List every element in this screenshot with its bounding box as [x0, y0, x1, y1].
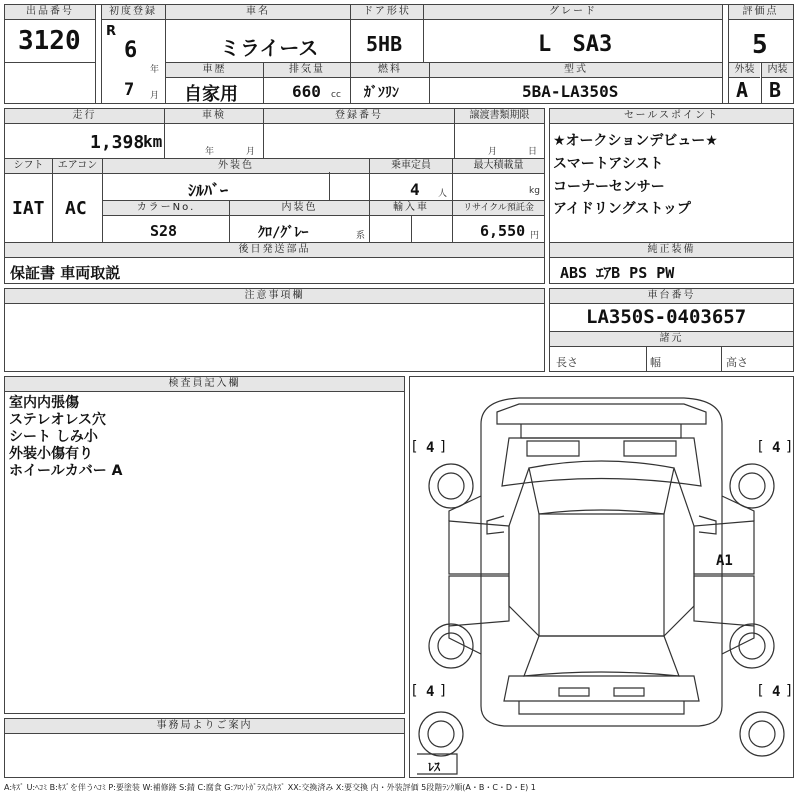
score-value: 5: [752, 30, 768, 60]
damage-mark: A1: [716, 553, 733, 569]
height-label: 高さ: [726, 356, 748, 369]
mileage-value: 1,398: [90, 132, 145, 153]
inspection-label: 車検: [165, 109, 263, 124]
grade-value: L SA3: [538, 32, 613, 57]
insp-year-unit: 年: [205, 147, 215, 157]
color-label: 外装色: [103, 159, 369, 174]
int-grade: B: [769, 78, 782, 102]
selling-item: スマートアシスト: [553, 156, 664, 172]
bracket-right: ]: [786, 439, 792, 455]
tread-front-left: 4: [426, 440, 435, 456]
regno-label: 登録番号: [264, 109, 454, 124]
doc-month-unit: 月: [488, 147, 498, 157]
car-name: ミライース: [220, 36, 319, 60]
colorno-label: カラーNo.: [103, 201, 229, 216]
color-value: ｼﾙﾊﾞｰ: [188, 181, 229, 200]
inspector-note: ステレオレス穴: [9, 412, 107, 428]
capacity-label: 乗車定員: [370, 159, 452, 174]
inspector-note: 外装小傷有り: [9, 446, 93, 462]
inspector-label: 検査員記入欄: [5, 377, 404, 392]
recycle-value: 6,550: [480, 222, 526, 240]
door-label: ドア形状: [351, 5, 423, 20]
int-label: 内装: [762, 63, 793, 78]
interior-label: 内装色: [230, 201, 369, 216]
year-unit: 年: [150, 65, 160, 75]
bracket-right: ]: [786, 683, 792, 699]
interior-value: ｸﾛ/ｸﾞﾚｰ: [258, 225, 309, 241]
inspector-note: シート しみ小: [9, 429, 98, 445]
chassis-label: 車台番号: [550, 289, 793, 304]
tread-rear-left: 4: [426, 684, 435, 700]
history-label: 車歴: [166, 63, 263, 78]
kei-unit: 系: [356, 231, 366, 241]
length-label: 長さ: [556, 356, 578, 369]
ext-label: 外装: [729, 63, 760, 78]
displacement-label: 排気量: [264, 63, 350, 78]
kg-unit: kg: [529, 186, 540, 196]
caution-label: 注意事項欄: [5, 289, 544, 304]
shift-value: IAT: [12, 198, 45, 219]
month-unit: 月: [150, 91, 160, 101]
equipment-value: ABS ｴｱB PS PW: [560, 264, 675, 282]
capacity-value: 4: [410, 180, 420, 199]
reg-month: 7: [124, 80, 135, 100]
fuel-label: 燃料: [351, 63, 429, 78]
legend-text: A:ｷｽﾞ U:ﾍｺﾐ B:ｷｽﾞを伴うﾍｺﾐ P:要塗装 W:補修跡 S:錆 C:腐食 G:ﾌﾛﾝﾄｶﾞﾗｽ点ｷｽﾞ XX:交換済み X:要交換 内・外装評価 5段階ﾗﾝｸ順(A・B・C・D・E) 1: [4, 783, 536, 792]
inspector-note: 室内内張傷: [9, 395, 79, 411]
car-diagram-outline: [409, 376, 794, 778]
grade-label: グレード: [424, 5, 722, 20]
displacement-value: 660: [292, 82, 321, 101]
name-label: 車名: [166, 5, 350, 20]
chassis-value: LA350S-0403657: [586, 306, 747, 328]
shift-label: シフト: [5, 159, 52, 174]
selling-label: セールスポイント: [550, 109, 793, 124]
fuel-value: ｶﾞｿﾘﾝ: [364, 85, 399, 101]
door-type: 5HB: [366, 32, 403, 56]
ac-value: AC: [65, 198, 87, 219]
later-label: 後日発送部品: [5, 243, 544, 258]
ext-grade: A: [736, 78, 749, 102]
bracket-left: [: [758, 439, 764, 455]
selling-item: ★オークションデビュー★: [553, 133, 718, 149]
bracket-left: [: [412, 439, 418, 455]
score-label: 評価点: [728, 5, 793, 20]
bracket-left: [: [758, 683, 764, 699]
person-unit: 人: [438, 189, 448, 199]
model-value: 5BA-LA350S: [522, 82, 619, 101]
mileage-label: 走行: [5, 109, 164, 124]
doc-label: 譲渡書類期限: [455, 109, 544, 124]
colorno-value: S28: [150, 222, 178, 240]
width-label: 幅: [650, 356, 661, 369]
km-unit: km: [143, 132, 163, 151]
office-label: 事務局よりご案内: [5, 719, 404, 734]
doc-day-unit: 日: [528, 147, 538, 157]
tread-front-right: 4: [772, 440, 781, 456]
bracket-right: ]: [440, 683, 446, 699]
selling-item: コーナーセンサー: [553, 179, 665, 195]
era: R: [106, 24, 117, 39]
spec-label: 諸元: [550, 332, 793, 347]
selling-item: アイドリングストップ: [553, 201, 691, 217]
load-label: 最大積載量: [453, 159, 544, 174]
ac-label: エアコン: [53, 159, 102, 174]
recycle-label: リサイクル預託金: [453, 201, 544, 216]
spare-tire-status: ﾚｽ: [428, 760, 441, 774]
model-label: 型式: [430, 63, 722, 78]
lot-label: 出品番号: [5, 5, 95, 20]
import-label: 輸入車: [370, 201, 452, 216]
equipment-label: 純正装備: [550, 243, 793, 258]
history-value: 自家用: [184, 84, 238, 105]
yen-unit: 円: [530, 231, 540, 241]
bracket-right: ]: [440, 439, 446, 455]
tread-rear-right: 4: [772, 684, 781, 700]
lot-number: 3120: [18, 26, 81, 56]
reg-year: 6: [124, 38, 138, 63]
inspector-note: ホイールカバー A: [9, 463, 123, 479]
insp-month-unit: 月: [246, 147, 256, 157]
cc-unit: cc: [331, 90, 341, 100]
bracket-left: [: [412, 683, 418, 699]
reg-label: 初度登録: [101, 5, 165, 20]
later-value: 保証書 車両取説: [10, 264, 121, 282]
